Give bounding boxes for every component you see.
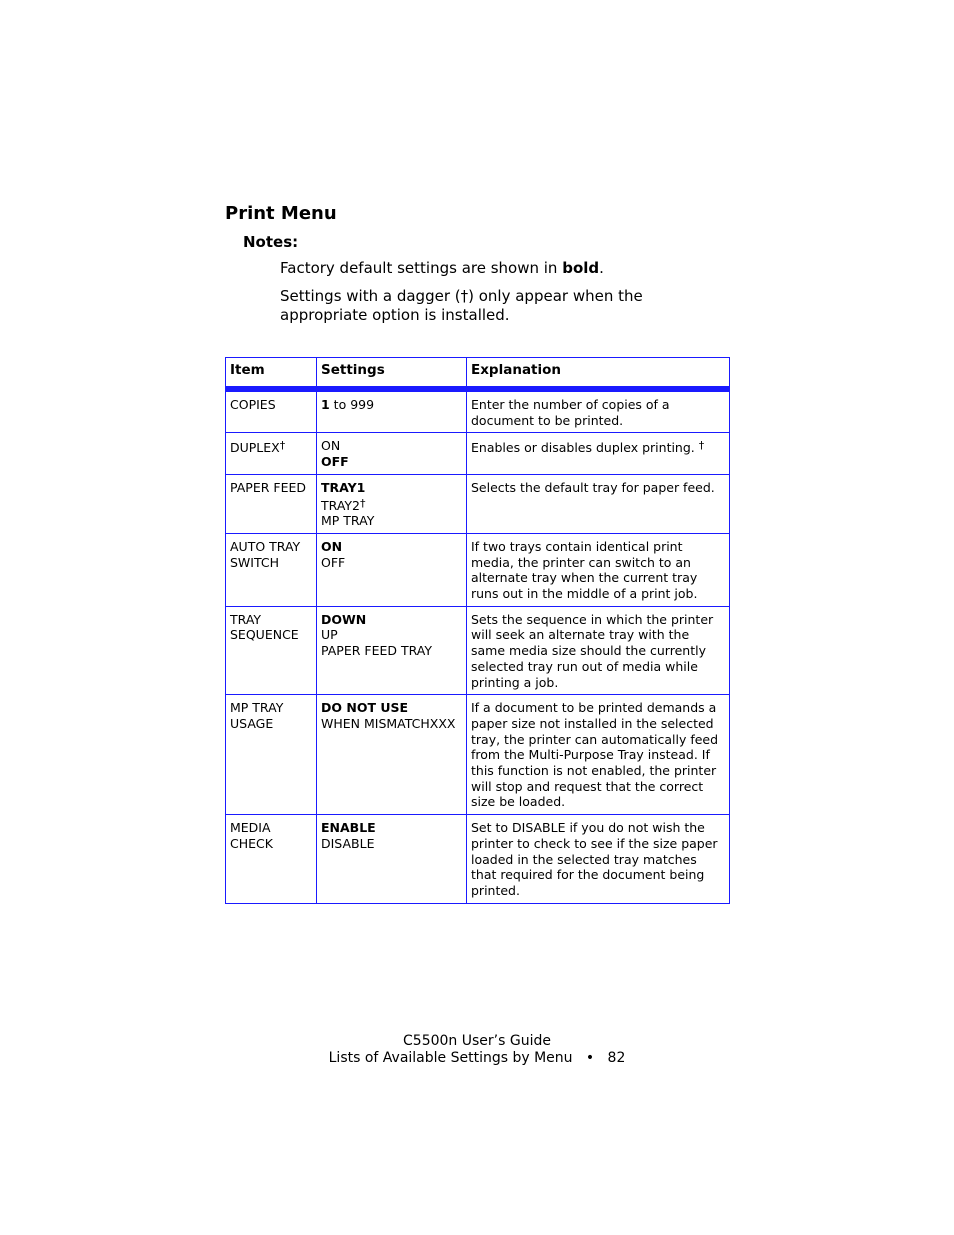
note-suffix: . xyxy=(599,259,604,277)
page-number: 82 xyxy=(607,1050,626,1066)
explanation-cell: If two trays contain identical print media, the printer can switch to an alternate tray when the current tray runs out in the middle of a print job. xyxy=(467,533,730,606)
item-cell: MP TRAY USAGE xyxy=(226,695,317,815)
settings-cell xyxy=(317,606,467,695)
table-row xyxy=(226,606,730,695)
note-prefix: Factory default settings are shown in xyxy=(280,259,563,277)
explanation-cell: If a document to be printed demands a paper size not installed in the selected tray, the printer can automatically feed from the Multi-Purpose Tray instead. If this function is not enabled, the printer will stop and request that the correct size be loaded. xyxy=(467,695,730,815)
table-row xyxy=(226,474,730,533)
setting-default: OFF xyxy=(321,454,349,470)
footer-bullet: • xyxy=(585,1050,595,1066)
setting-option: OFF xyxy=(321,554,346,570)
setting-option xyxy=(321,496,462,514)
setting-option: PAPER FEED TRAY xyxy=(321,643,432,659)
footer-section xyxy=(0,1050,954,1067)
header-settings: Settings xyxy=(317,358,467,390)
header-item: Item xyxy=(226,358,317,390)
settings-cell xyxy=(317,433,467,474)
notes-label: Notes: xyxy=(243,233,299,251)
explanation-text: Enables or disables duplex printing. xyxy=(471,440,695,456)
dagger-mark: † xyxy=(359,496,366,510)
header-explanation: Explanation xyxy=(467,358,730,390)
setting-option-label: TRAY2 xyxy=(321,497,360,513)
setting-option: ON xyxy=(321,438,341,454)
item-cell: AUTO TRAY SWITCH xyxy=(226,533,317,606)
setting-option: MP TRAY xyxy=(321,513,375,529)
setting-default: TRAY1 xyxy=(321,479,366,495)
item-cell: MEDIA CHECK xyxy=(226,815,317,904)
settings-cell xyxy=(317,533,467,606)
table-row xyxy=(226,389,730,433)
dagger-mark: † xyxy=(698,439,705,453)
setting-default: DO NOT USE xyxy=(321,700,409,716)
setting-default: DOWN xyxy=(321,611,367,627)
table-row xyxy=(226,695,730,815)
settings-cell xyxy=(317,815,467,904)
setting-default: ENABLE xyxy=(321,820,376,836)
table-row xyxy=(226,433,730,474)
item-label: DUPLEX xyxy=(230,440,280,456)
explanation-cell: Sets the sequence in which the printer will seek an alternate tray with the same media size should the currently selected tray run out of media while printing a job. xyxy=(467,606,730,695)
settings-cell xyxy=(317,474,467,533)
footer-section-title: Lists of Available Settings by Menu xyxy=(328,1050,573,1066)
item-cell: TRAY SEQUENCE xyxy=(226,606,317,695)
dagger-mark: † xyxy=(279,439,286,453)
table-row xyxy=(226,533,730,606)
page-title: Print Menu xyxy=(225,203,337,224)
item-cell xyxy=(226,433,317,474)
setting-range: to 999 xyxy=(329,397,375,412)
setting-default: 1 xyxy=(321,397,330,412)
print-menu-table xyxy=(225,357,730,904)
setting-option: UP xyxy=(321,627,338,643)
explanation-cell: Enter the number of copies of a document to be printed. xyxy=(467,389,730,433)
table-row xyxy=(226,815,730,904)
setting-option: DISABLE xyxy=(321,835,375,851)
settings-cell xyxy=(317,389,467,433)
setting-default: ON xyxy=(321,538,343,554)
item-cell: COPIES xyxy=(226,389,317,433)
explanation-cell: Selects the default tray for paper feed. xyxy=(467,474,730,533)
note-dagger: Settings with a dagger (†) only appear when the appropriate option is installed. xyxy=(280,287,643,324)
settings-cell xyxy=(317,695,467,815)
setting-option: WHEN MISMATCHXXX xyxy=(321,715,456,731)
note-bold-word: bold xyxy=(562,259,600,277)
explanation-cell: Set to DISABLE if you do not wish the printer to check to see if the size paper loaded in the selected tray matches that required for the document being printed. xyxy=(467,815,730,904)
note-factory-default xyxy=(280,259,700,278)
footer-guide-title: C5500n User’s Guide xyxy=(403,1033,551,1049)
explanation-cell xyxy=(467,433,730,474)
table-header-row xyxy=(226,358,730,390)
item-cell: PAPER FEED xyxy=(226,474,317,533)
